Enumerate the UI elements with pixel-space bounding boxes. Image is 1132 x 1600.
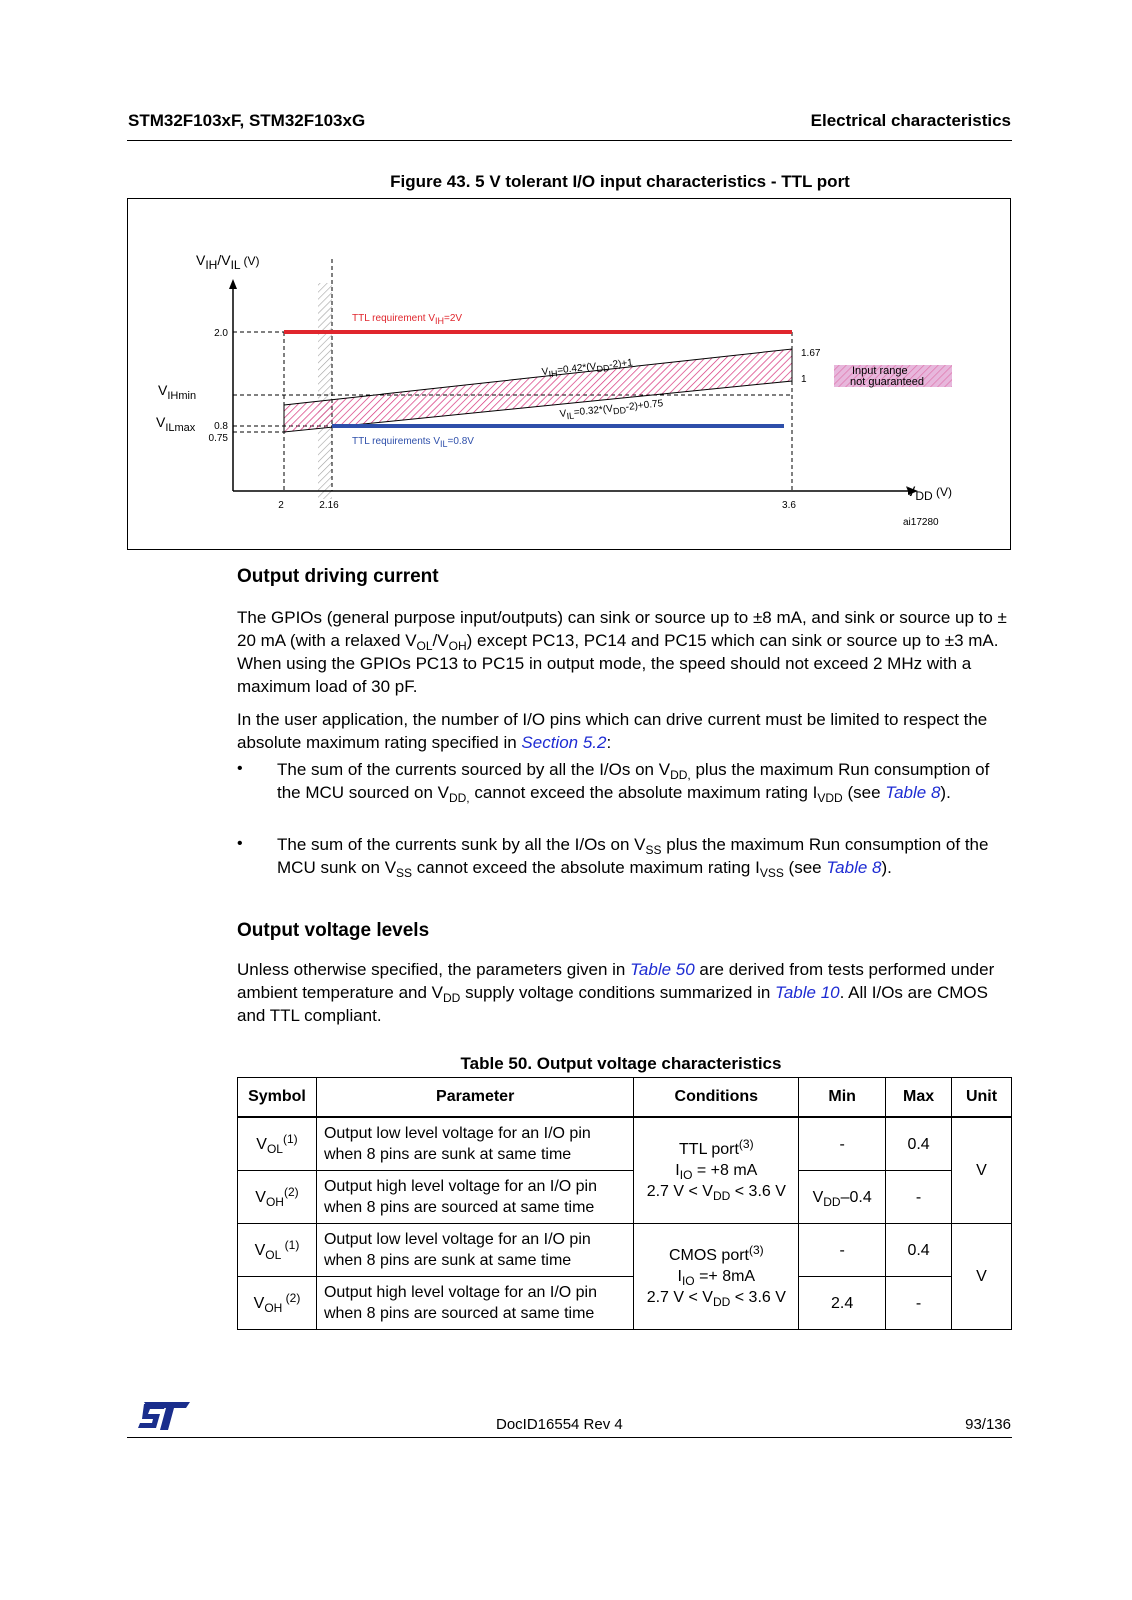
legend-line-1: Input range: [852, 365, 908, 377]
io-characteristics-chart: [128, 199, 1012, 551]
table-8-link[interactable]: Table 8: [826, 858, 882, 877]
symbol-cell: $V_{OL}^{(1)}$: [238, 1117, 317, 1171]
figure-frame: [127, 198, 1011, 550]
conditions-cell: TTL port$^{(3)}$ $I_{IO} = +8$ mA 2.7 $V < V_{DD} < 3.6$ V: [634, 1117, 799, 1224]
figure-caption: Figure 43. 5 V tolerant I/O input characteristics - TTL port: [390, 172, 850, 191]
y-tick-2-0: 2.0: [214, 328, 228, 339]
header-max: Max: [886, 1078, 952, 1118]
footer-doc-id: DocID16554 Rev 4: [496, 1416, 623, 1433]
max-cell: 0.4: [886, 1117, 952, 1171]
parameter-cell: Output low level voltage for an I/O pin when 8 pins are sunk at same time: [316, 1224, 633, 1277]
header-section: Electrical characteristics: [810, 111, 1011, 130]
max-cell: -: [886, 1171, 952, 1224]
header-conditions: Conditions: [634, 1078, 799, 1118]
voltage-paragraph: Unless otherwise specified, the parameters given in Table 50 are derived from tests performed under ambient temperature and $V_{DD}$ supply voltage conditions summarized in Table 10. All I/Os are CMOS and TTL compliant.: [237, 960, 995, 1025]
ttl-vil-label: TTL requirements VIL=0.8V: [352, 436, 474, 449]
min-cell: $V_{DD}-0.4$: [799, 1171, 886, 1224]
figure-code: ai17280: [903, 517, 939, 528]
table-8-link[interactable]: Table 8: [885, 783, 941, 802]
hatch-band: [318, 283, 332, 499]
vilmax-label: $V_{ILmax}$: [156, 414, 196, 434]
table-row: [238, 1224, 1012, 1277]
min-cell: -: [799, 1224, 886, 1277]
y-axis-label: VIH/VIL (V): [196, 252, 260, 272]
section-title-voltage: Output voltage levels: [237, 920, 430, 941]
bullet-1-text: The sum of the currents sourced by all the I/Os on $V_{DD,}$ plus the maximum Run consumption of the MCU sourced on $V_{DD,}$ cannot exceed the absolute maximum rating $I_{VDD}$ (see Table 8).: [277, 760, 990, 805]
vil-formula: VIL=0.32*(VDD-2)+0.75: [559, 398, 664, 422]
table-header-row: [238, 1078, 1012, 1118]
table-10-link[interactable]: Table 10: [775, 983, 840, 1002]
bullet-2-mark: •: [237, 835, 243, 852]
bullet-2-text: The sum of the currents sunk by all the I/Os on $V_{SS}$ plus the maximum Run consumption of the MCU sunk on $V_{SS}$ cannot exceed the absolute maximum rating $I_{VSS}$ (see Table 8).: [277, 835, 989, 880]
vih-formula: VIH=0.42*(VDD-2)+1: [541, 357, 634, 380]
y-tick-0-75: 0.75: [208, 433, 228, 444]
ttl-vih-label: TTL requirement VIH=2V: [352, 313, 463, 326]
header-divider: [127, 140, 1012, 141]
value-1: 1: [801, 374, 807, 385]
y-axis-arrow: [229, 279, 237, 289]
symbol-cell: $V_{OL}$ $^{(1)}$: [238, 1224, 317, 1277]
unit-cell: V: [952, 1117, 1012, 1224]
st-logo-icon: [138, 1402, 190, 1430]
symbol-cell: $V_{OH}$ $^{(2)}$: [238, 1277, 317, 1330]
bullet-1-mark: •: [237, 760, 243, 777]
value-1-67: 1.67: [801, 348, 821, 359]
parameter-cell: Output low level voltage for an I/O pin when 8 pins are sunk at same time: [316, 1117, 633, 1171]
section-5-2-link[interactable]: Section 5.2: [521, 733, 607, 752]
max-cell: -: [886, 1277, 952, 1330]
vihmin-label: $V_{IHmin}$: [158, 382, 197, 402]
header-parameter: Parameter: [316, 1078, 633, 1118]
driving-paragraph-2: In the user application, the number of I/O pins which can drive current must be limited to respect the absolute maximum rating specified in Section 5.2:: [237, 710, 988, 752]
table-caption: Table 50. Output voltage characteristics: [460, 1054, 782, 1073]
table-row: [238, 1117, 1012, 1171]
x-tick-3-6: 3.6: [782, 500, 796, 511]
header-title: STM32F103xF, STM32F103xG: [128, 111, 366, 130]
min-cell: -: [799, 1117, 886, 1171]
parameter-cell: Output high level voltage for an I/O pin when 8 pins are sourced at same time: [316, 1171, 633, 1224]
parameter-cell: Output high level voltage for an I/O pin when 8 pins are sourced at same time: [316, 1277, 633, 1330]
max-cell: 0.4: [886, 1224, 952, 1277]
footer-divider: [127, 1437, 1012, 1438]
x-tick-2-16: 2.16: [319, 500, 339, 511]
table-row: [238, 1277, 1012, 1330]
x-axis-label: VDD (V): [906, 483, 953, 503]
conditions-cell: CMOS port$^{(3)}$ $I_{IO} =+ 8mA$ 2.7 $V < V_{DD} < 3.6$ V: [634, 1224, 799, 1330]
header-min: Min: [799, 1078, 886, 1118]
unit-cell: V: [952, 1224, 1012, 1330]
section-title-driving: Output driving current: [237, 566, 439, 587]
symbol-cell: $V_{OH}^{(2)}$: [238, 1171, 317, 1224]
table-50-link[interactable]: Table 50: [630, 960, 695, 979]
y-tick-0-8: 0.8: [214, 421, 228, 432]
output-voltage-table: [237, 1077, 1012, 1330]
driving-paragraph-1: The GPIOs (general purpose input/outputs) can sink or source up to ±8 mA, and sink or source up to ± 20 mA (with a relaxed $V_{OL}/V_{OH}$) except PC13, PC14 and PC15 which can sink or source up to ±3 mA. When using the GPIOs PC13 to PC15 in output mode, the speed should not exceed 2 MHz with a maximum load of 30 pF.: [237, 608, 1007, 696]
footer-page-number: 93/136: [965, 1416, 1011, 1433]
x-tick-2: 2: [278, 500, 284, 511]
input-range-region: [284, 349, 792, 432]
legend-line-2: not guaranteed: [850, 376, 925, 388]
min-cell: 2.4: [799, 1277, 886, 1330]
header-symbol: Symbol: [238, 1078, 317, 1118]
header-unit: Unit: [952, 1078, 1012, 1118]
table-row: [238, 1171, 1012, 1224]
